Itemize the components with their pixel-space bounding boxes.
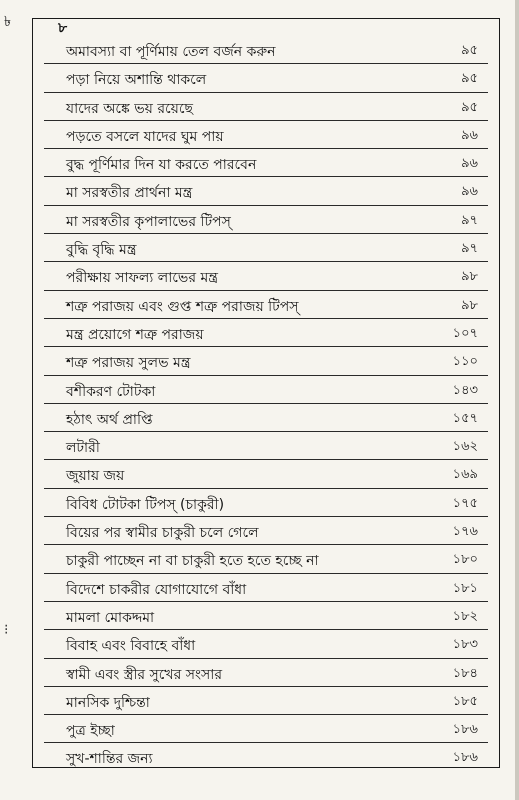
entry-page-number: ৯৫: [461, 71, 478, 87]
contents-row: [44, 93, 488, 121]
entry-title: চাকুরী পাচ্ছেন না বা চাকুরী হতে হতে হচ্ছে না: [66, 553, 319, 570]
entry-page-number: ১৮৫: [452, 693, 478, 709]
entry-title: মন্ত্র প্রয়োগে শত্রু পরাজয়: [66, 326, 204, 343]
page-edge: [515, 0, 519, 800]
entry-title: শত্রু পরাজয় এবং গুপ্ত শত্রু পরাজয় টিপস্: [66, 298, 299, 315]
entry-page-number: ৯৭: [461, 241, 478, 257]
entry-page-number: ১৮০: [452, 552, 478, 568]
entry-page-number: ৯৮: [461, 297, 478, 313]
contents-row: [44, 177, 488, 205]
entry-title: বুদ্ধ পূর্ণিমার দিন যা করতে পারবেন: [66, 157, 257, 174]
entry-page-number: ১০৭: [452, 325, 478, 341]
contents-row: [44, 376, 488, 404]
entry-page-number: ৯৬: [461, 184, 478, 200]
contents-row: [44, 206, 488, 234]
contents-row: [44, 545, 488, 573]
contents-row: [44, 432, 488, 460]
entry-title: মানসিক দুশ্চিন্তা: [66, 694, 150, 711]
entry-page-number: ১৮৪: [452, 665, 478, 681]
entry-title: পুত্র ইচ্ছা: [66, 723, 115, 740]
entry-page-number: ১৮৩: [452, 637, 478, 653]
entry-page-number: ১৬৯: [452, 467, 478, 483]
page-number: ৮: [58, 20, 68, 36]
entry-page-number: ৯৫: [461, 99, 478, 115]
entry-title: বিবিধ টোটকা টিপস্ (চাকুরী): [66, 496, 225, 513]
entry-page-number: ১৪৩: [452, 382, 478, 398]
contents-row: [44, 64, 488, 92]
entry-page-number: ১৮১: [452, 580, 478, 596]
entry-page-number: ১৫৭: [452, 410, 478, 426]
entry-title: বুদ্ধি বৃদ্ধি মন্ত্র: [66, 242, 137, 259]
contents-row: [44, 630, 488, 658]
entry-title: যাদের অঙ্কে ভয় রয়েছে: [66, 100, 194, 117]
entry-title: বিবাহ এবং বিবাহে বাঁধা: [66, 638, 196, 655]
entry-page-number: ১৮২: [452, 608, 478, 624]
entry-title: বিদেশে চাকরীর যোগাযোগে বাঁধা: [66, 581, 247, 598]
entry-title: হঠাৎ অর্থ প্রাপ্তি: [66, 411, 153, 428]
entry-title: সুখ-শান্তির জন্য: [66, 751, 153, 768]
entry-title: লটারী: [66, 440, 100, 457]
entry-title: মা সরস্বতীর প্রার্থনা মন্ত্র: [66, 185, 193, 202]
entry-page-number: ১৬২: [452, 439, 478, 455]
entry-title: স্বামী এবং স্ত্রীর সুখের সংসার: [66, 666, 223, 683]
contents-row: [44, 574, 488, 602]
contents-row: [44, 234, 488, 262]
entry-title: পরীক্ষায় সাফল্য লাভের মন্ত্র: [66, 270, 218, 287]
margin-mark: ⁝: [4, 622, 9, 638]
contents-row: [44, 347, 488, 375]
entry-page-number: ৯৭: [461, 212, 478, 228]
entry-page-number: ১১০: [452, 354, 478, 370]
entry-title: মা সরস্বতীর কৃপালাভের টিপস্: [66, 213, 231, 230]
contents-row: [44, 602, 488, 630]
entry-page-number: ৯৫: [461, 43, 478, 58]
contents-row: [44, 659, 488, 687]
contents-row: [44, 517, 488, 545]
contents-row: [44, 715, 488, 743]
contents-row: [44, 36, 488, 64]
contents-row: [44, 687, 488, 715]
contents-row: [44, 460, 488, 488]
entry-page-number: ১৮৬: [452, 750, 478, 766]
entry-title: শত্রু পরাজয় সুলভ মন্ত্র: [66, 355, 191, 372]
entry-page-number: ৯৬: [461, 127, 478, 143]
entry-title: পড়তে বসলে যাদের ঘুম পায়: [66, 128, 224, 145]
contents-row: [44, 319, 488, 347]
entry-page-number: ১৭৫: [452, 495, 478, 511]
entry-title: পড়া নিয়ে অশান্তি থাকলে: [66, 72, 207, 89]
contents-row: [44, 149, 488, 177]
contents-row: [44, 489, 488, 517]
contents-row: [44, 121, 488, 149]
contents-row: [44, 743, 488, 770]
contents-row: [44, 291, 488, 319]
entry-title: বশীকরণ টোটকা: [66, 383, 156, 400]
contents-list: [44, 36, 488, 771]
entry-page-number: ৯৮: [461, 269, 478, 285]
entry-title: বিয়ের পর স্বামীর চাকুরী চলে গেলে: [66, 525, 259, 542]
entry-title: জুয়ায় জয়: [66, 468, 125, 485]
contents-row: [44, 262, 488, 290]
margin-mark: ৳: [4, 14, 11, 30]
entry-title: অমাবস্যা বা পূর্ণিমায় তেল বর্জন করুন: [66, 44, 276, 60]
entry-page-number: ৯৬: [461, 156, 478, 172]
entry-title: মামলা মোকদ্দমা: [66, 609, 155, 626]
contents-row: [44, 404, 488, 432]
entry-page-number: ১৮৬: [452, 722, 478, 738]
entry-page-number: ১৭৬: [452, 524, 478, 540]
